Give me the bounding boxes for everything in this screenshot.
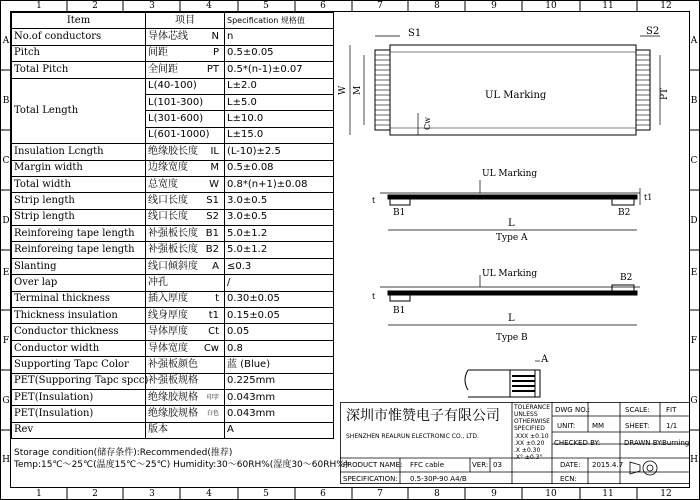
zh-label: 线口长度 <box>148 211 188 223</box>
s1-label: S1 <box>408 28 422 39</box>
spec-row <box>12 78 334 94</box>
spec-row <box>12 29 334 45</box>
spec-row <box>12 176 334 192</box>
spec-row <box>12 373 334 389</box>
zh-label: 补强板长度 <box>148 227 198 239</box>
zh-label: 绝缘胶规格 <box>148 408 198 420</box>
type-a-b2 <box>612 199 634 205</box>
row-letter: G <box>690 396 698 406</box>
spec-value-cell: 蓝 (Blue) <box>225 357 334 373</box>
drawn-by-value: Burning <box>662 439 690 447</box>
row-letter: F <box>2 336 10 346</box>
col-number: 7 <box>377 489 383 499</box>
specification-label: SPECIFICATION: <box>343 475 398 483</box>
spec-row <box>12 226 334 242</box>
company-name-en: SHENZHEN REALRUN ELECTRONIC CO., LTD. <box>346 433 479 440</box>
unit-label: UNIT: <box>557 422 576 430</box>
zh-cell <box>146 127 225 143</box>
col-number: 1 <box>36 1 42 11</box>
tol-xxx: .XXX ±0.10 <box>514 433 549 440</box>
ecn-label: ECN: <box>560 475 577 483</box>
zh-cell <box>146 357 225 373</box>
zh-cell <box>146 389 225 405</box>
symbol: 印字 <box>206 393 219 401</box>
zh-cell <box>146 111 225 127</box>
scale-value: FIT <box>666 406 677 414</box>
t1-label-a: t1 <box>644 193 653 202</box>
type-a-label: Type A <box>496 233 528 243</box>
date-label: DATE: <box>560 461 581 469</box>
spec-row <box>12 422 334 438</box>
col-number: 10 <box>545 489 557 499</box>
spec-row <box>12 291 334 307</box>
symbol: W <box>209 178 219 190</box>
w-label: W <box>338 85 348 95</box>
item-cell: Total width <box>12 176 146 192</box>
zh-cell <box>146 291 225 307</box>
zh-cell <box>146 258 225 274</box>
company-name-zh: 深圳市惟赞电子有限公司 <box>346 408 500 424</box>
spec-value-cell: (L-10)±2.5 <box>225 144 334 160</box>
ul-marking-a: UL Marking <box>482 169 538 179</box>
item-cell: Over lap <box>12 275 146 291</box>
l-label-b: L <box>508 313 515 324</box>
col-number: 11 <box>602 1 614 11</box>
pt-label: PT <box>660 87 670 100</box>
spec-value-cell: 0.30±0.05 <box>225 291 334 307</box>
spec-row <box>12 62 334 78</box>
ul-marking-top: UL Marking <box>485 90 547 101</box>
spec-value-cell: 0.5±0.08 <box>225 160 334 176</box>
zh-label: 边缘宽度 <box>148 162 188 174</box>
slant-terminal <box>510 370 535 397</box>
item-cell: Terminal thickness <box>12 291 146 307</box>
sheet-label: SHEET: <box>625 422 650 430</box>
spec-value-cell: 0.043mm <box>225 406 334 422</box>
item-cell: Thickness insulation <box>12 308 146 324</box>
t-label-a: t <box>372 196 376 205</box>
symbol: S1 <box>206 194 219 206</box>
spec-value-cell: n <box>225 29 334 45</box>
type-b-b1 <box>390 295 410 301</box>
zh-cell <box>146 144 225 160</box>
spec-value-cell: 0.8*(n+1)±0.08 <box>225 176 334 192</box>
product-name-value: FFC cable <box>410 461 444 469</box>
item-cell: Rev <box>12 422 146 438</box>
zh-cell <box>146 373 225 389</box>
symbol: Cw <box>203 342 219 354</box>
zh-label: 导体宽度 <box>148 342 188 354</box>
row-letter: H <box>690 455 698 465</box>
type-b-label: Type B <box>496 333 528 343</box>
zh-cell <box>146 422 225 438</box>
ul-marking-b: UL Marking <box>482 269 538 279</box>
spec-row <box>12 193 334 209</box>
header-item: Item <box>12 13 146 29</box>
row-letter: A <box>2 36 10 46</box>
zh-label: 绝缘胶规格 <box>148 391 198 403</box>
ver-value: 03 <box>493 461 502 469</box>
spec-value-cell: 0.15±0.05 <box>225 308 334 324</box>
spec-value-cell: L±10.0 <box>225 111 334 127</box>
slanting-detail <box>465 361 540 397</box>
zh-label: 线口长度 <box>148 194 188 206</box>
spec-value-cell: L±2.0 <box>225 78 334 94</box>
notes-line-1: Storage condition(储存条件):Recommended(推荐) <box>14 448 233 458</box>
spec-row <box>12 209 334 225</box>
spec-row <box>12 308 334 324</box>
zh-label: 总宽度 <box>148 178 178 190</box>
col-number: 2 <box>92 489 98 499</box>
l-label-a: L <box>508 218 515 229</box>
item-cell: Insulation Lcngth <box>12 144 146 160</box>
zh-cell <box>146 62 225 78</box>
type-a-b1 <box>390 199 410 205</box>
zh-label: L(40-100) <box>148 80 197 92</box>
spec-value-cell: A <box>225 422 334 438</box>
row-letter: C <box>2 156 10 166</box>
spec-row <box>12 242 334 258</box>
zh-label: 版本 <box>148 424 168 436</box>
spec-row <box>12 340 334 356</box>
dwg-no-label: DWG NO.: <box>555 406 591 414</box>
zh-label: 冲孔 <box>148 276 168 288</box>
zh-label: 补强板颜色 <box>148 358 198 370</box>
symbol: t <box>215 293 219 305</box>
col-number: 3 <box>149 1 155 11</box>
zh-label: 插入厚度 <box>148 293 188 305</box>
spec-row <box>12 406 334 422</box>
zh-cell <box>146 78 225 94</box>
spec-value-cell: 0.043mm <box>225 389 334 405</box>
header-zh: 项目 <box>146 13 225 29</box>
spec-row <box>12 258 334 274</box>
row-letter: A <box>690 36 698 46</box>
col-number: 4 <box>206 489 212 499</box>
drawn-by-label: DRAWN BY: <box>624 439 663 447</box>
col-number: 8 <box>434 1 440 11</box>
item-cell: No.of conductors <box>12 29 146 45</box>
item-cell: Strip length <box>12 209 146 225</box>
product-name-label: PRODUCT NAME: <box>343 461 403 469</box>
symbol: P <box>212 47 219 59</box>
spec-row <box>12 324 334 340</box>
spec-value-cell: 0.5±0.05 <box>225 45 334 61</box>
zh-label: 全间距 <box>148 63 178 75</box>
tolerance-label: TOLERANCE UNLESS OTHERWISE SPECIFIED <box>514 404 551 432</box>
row-letter: B <box>690 96 698 106</box>
col-number: 6 <box>320 489 326 499</box>
zh-cell <box>146 209 225 225</box>
left-conductors <box>375 55 390 125</box>
row-letter: B <box>2 96 10 106</box>
col-number: 3 <box>149 489 155 499</box>
zh-cell <box>146 308 225 324</box>
zh-label: L(101-300) <box>148 96 204 108</box>
ver-label: VER: <box>472 461 489 469</box>
spec-value-cell: 0.225mm <box>225 373 334 389</box>
symbol: 白色 <box>206 410 219 418</box>
zh-cell <box>146 193 225 209</box>
spec-value-cell: 0.05 <box>225 324 334 340</box>
date-value: 2015.4.7 <box>592 461 624 469</box>
col-number: 2 <box>92 1 98 11</box>
spec-row <box>12 160 334 176</box>
item-cell: Margin width <box>12 160 146 176</box>
item-cell: PET(Supporing Tapc spcc) <box>12 373 146 389</box>
notes-line-2: Temp:15℃～25℃(温度15℃～25℃) Humidity:30～60RH%(湿度30～60RH%) <box>14 460 349 470</box>
symbol: IL <box>210 145 219 157</box>
item-cell: Slanting <box>12 258 146 274</box>
spec-row <box>12 389 334 405</box>
col-number: 12 <box>660 1 672 11</box>
spec-value-cell: 0.8 <box>225 340 334 356</box>
specification-value: 0.5-30P-90 A4/B <box>410 475 467 483</box>
spec-row <box>12 357 334 373</box>
item-cell: Conductor width <box>12 340 146 356</box>
unit-value: MM <box>592 422 605 430</box>
zh-cell <box>146 226 225 242</box>
col-number: 12 <box>660 489 672 499</box>
cw-label: Cw <box>423 117 432 130</box>
zh-cell <box>146 160 225 176</box>
tol-xx: .XX ±0.20 <box>514 440 545 447</box>
spec-row <box>12 144 334 160</box>
zh-label: 导体厚度 <box>148 326 188 338</box>
item-cell: Conductor thickness <box>12 324 146 340</box>
symbol: PT <box>206 63 219 75</box>
tol-x: .X ±0.30 <box>514 447 541 454</box>
row-letter: F <box>690 336 698 346</box>
symbol: Ct <box>208 326 219 338</box>
symbol: B2 <box>205 244 219 256</box>
checked-by-label: CHECKED BY: <box>554 439 601 447</box>
row-letter: D <box>2 216 10 226</box>
col-number: 1 <box>36 489 42 499</box>
symbol: A <box>212 260 219 272</box>
zh-label: 补强板规格 <box>148 375 198 387</box>
technical-drawing <box>340 12 670 432</box>
tolerance-values <box>514 433 549 461</box>
spec-value-cell: 5.0±1.2 <box>225 226 334 242</box>
col-number: 10 <box>545 1 557 11</box>
spec-table <box>11 12 334 439</box>
spec-value-cell: L±5.0 <box>225 94 334 110</box>
symbol: S2 <box>206 211 219 223</box>
col-number: 11 <box>602 489 614 499</box>
spec-value-cell: 0.5*(n-1)±0.07 <box>225 62 334 78</box>
top-view <box>350 36 660 135</box>
s2-label: S2 <box>646 26 660 37</box>
right-conductors <box>636 55 650 125</box>
zh-cell <box>146 94 225 110</box>
b1-label-b: B1 <box>393 306 406 316</box>
col-number: 6 <box>320 1 326 11</box>
storage-notes <box>14 447 348 471</box>
scale-label: SCALE: <box>625 406 650 414</box>
zh-cell <box>146 29 225 45</box>
col-number: 4 <box>206 1 212 11</box>
spec-value-cell: ≤0.3 <box>225 258 334 274</box>
a-label: A <box>541 354 549 365</box>
col-number: 9 <box>491 1 497 11</box>
b2-label-a: B2 <box>618 208 631 218</box>
row-letter: H <box>2 455 10 465</box>
spec-value-cell: L±15.0 <box>225 127 334 143</box>
item-cell: Total Pitch <box>12 62 146 78</box>
col-number: 9 <box>491 489 497 499</box>
spec-row <box>12 45 334 61</box>
zh-cell <box>146 324 225 340</box>
zh-cell <box>146 406 225 422</box>
symbol: M <box>210 162 219 174</box>
sheet-value: 1/1 <box>666 422 678 430</box>
zh-label: 补强板长度 <box>148 244 198 256</box>
col-number: 7 <box>377 1 383 11</box>
zh-label: L(601-1000) <box>148 129 210 141</box>
symbol: B1 <box>205 227 219 239</box>
tol-angle: .X° ±0.3° <box>514 454 543 461</box>
zh-label: 绝缘胶长度 <box>148 145 198 157</box>
row-letter: D <box>690 216 698 226</box>
col-number: 5 <box>263 489 269 499</box>
row-letter: C <box>690 156 698 166</box>
zh-cell <box>146 340 225 356</box>
zh-label: L(301-600) <box>148 113 204 125</box>
col-number: 8 <box>434 489 440 499</box>
row-letter: G <box>2 396 10 406</box>
type-b-cable <box>388 291 637 295</box>
row-letter: E <box>690 268 698 278</box>
type-b-b2 <box>612 285 634 291</box>
spec-value-cell: 5.0±1.2 <box>225 242 334 258</box>
item-cell: Reinforeing tape length <box>12 242 146 258</box>
item-cell: Reinforeing tape length <box>12 226 146 242</box>
zh-cell <box>146 242 225 258</box>
zh-cell <box>146 45 225 61</box>
type-a-cable <box>388 195 637 199</box>
b2-label-b: B2 <box>620 273 633 283</box>
spec-value-cell: 3.0±0.5 <box>225 209 334 225</box>
spec-row <box>12 275 334 291</box>
col-number: 5 <box>263 1 269 11</box>
t-label-b: t <box>372 292 376 301</box>
header-spec: Specification 规格值 <box>225 13 334 29</box>
row-letter: E <box>2 268 10 278</box>
item-cell: PET(Insulation) <box>12 406 146 422</box>
item-cell: PET(Insulation) <box>12 389 146 405</box>
symbol: t1 <box>208 309 219 321</box>
spec-value-cell: 3.0±0.5 <box>225 193 334 209</box>
spec-value-cell: / <box>225 275 334 291</box>
zh-label: 线口倾斜度 <box>148 260 198 272</box>
item-cell: Supporting Tapc Color <box>12 357 146 373</box>
total-length-label: Total Length <box>12 78 146 144</box>
item-cell: Pitch <box>12 45 146 61</box>
zh-label: 间距 <box>148 47 168 59</box>
item-cell: Strip length <box>12 193 146 209</box>
zh-cell <box>146 176 225 192</box>
b1-label-a: B1 <box>393 208 406 218</box>
m-label: M <box>353 85 363 95</box>
zh-label: 线身厚度 <box>148 309 188 321</box>
zh-label: 导体芯线 <box>148 31 188 43</box>
zh-cell <box>146 275 225 291</box>
symbol: N <box>211 31 219 43</box>
